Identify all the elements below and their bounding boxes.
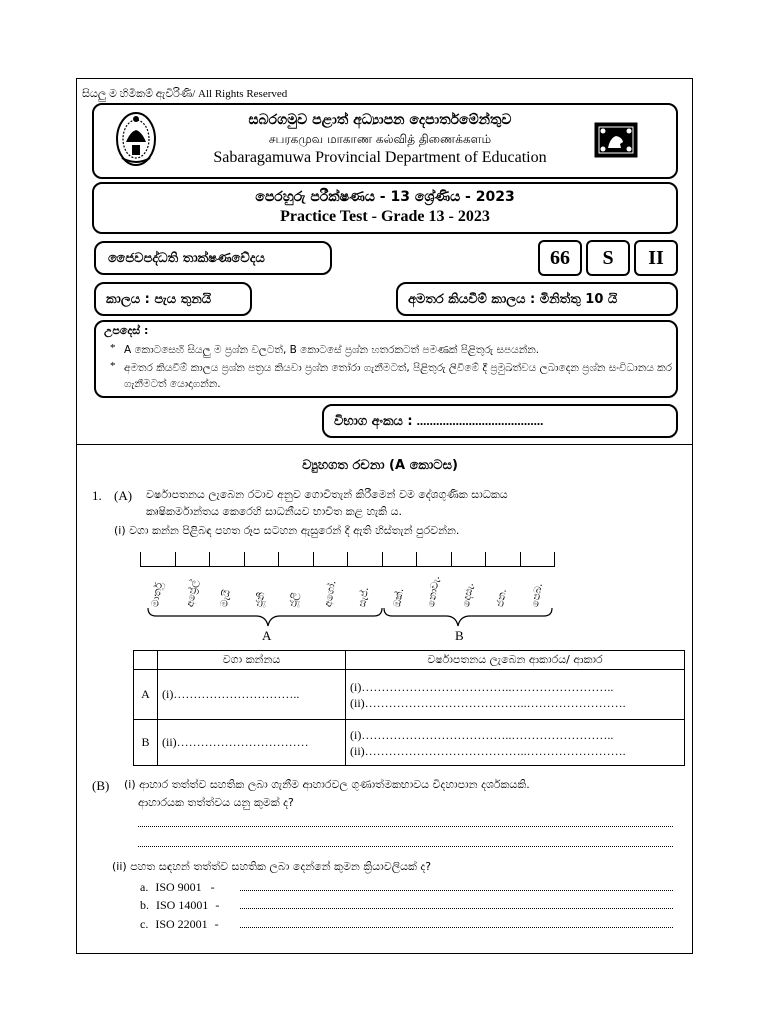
subject-name: ජෛවපද්ධති තාක්ෂණවේදය — [108, 250, 265, 266]
iso-a-dash: - — [210, 880, 215, 894]
season-braces — [146, 606, 556, 628]
department-english-title: Sabaragamuwa Provincial Department of Education — [213, 149, 547, 166]
index-number-label: විභාග අංකය : — [334, 413, 413, 429]
row-a-rainfall-field-2[interactable]: (ii)…………………………………..……………………. — [350, 695, 626, 710]
part-b-ii: (ii) පහත සඳහන් තත්ත්ව සහතික ලබා දෙන්නේ කුමන ක්‍රියාවලියක් ද? — [112, 860, 432, 873]
row-a-label: A — [134, 670, 158, 720]
part-a-sub-i: (i) වගා කන්න පිළිබඳ පහත රූප සටහන ඇසුරෙන් දී ඇති හිස්තැන් පුරවන්න. — [114, 524, 460, 537]
iso-a-answer-line[interactable] — [240, 890, 673, 891]
table-header-blank — [134, 651, 158, 670]
month-label: සැප්. — [357, 586, 372, 608]
iso-c-dash: - — [214, 917, 219, 931]
part-b-label: (B) — [92, 778, 110, 793]
timeline-tick — [382, 552, 383, 566]
subject-code-number-text: 66 — [550, 246, 570, 269]
month-label: මාර්තු — [150, 581, 166, 608]
row-b-label: B — [134, 720, 158, 766]
timeline-tick — [278, 552, 279, 566]
department-tamil-title: சபரகமுவ மாகாண கல்வித் திணைக்களம் — [268, 132, 492, 146]
iso-item-b — [140, 898, 219, 913]
iso-item-a — [140, 880, 215, 895]
brace-a-icon — [148, 608, 382, 626]
month-label: ඔක්. — [391, 587, 406, 608]
table-header-row — [134, 651, 685, 670]
answer-line-2[interactable] — [138, 846, 673, 847]
iso-c-answer-line[interactable] — [240, 927, 673, 928]
iso-b-code: ISO 14001 — [156, 898, 209, 912]
part-a-text-line1: වර්ෂාපතනය ලැබෙන රටාව අනුව ගොවිතැන් කිරීමෙන් වම දේශගුණික සාධකය — [146, 488, 508, 501]
section-title: ව්‍යුහගත රචනා (A කොටස) — [302, 458, 458, 473]
row-a-rainfall-field-1[interactable]: (i)………………………………..…………………….. — [350, 679, 614, 694]
timeline-tick — [140, 552, 141, 566]
duration-box — [94, 282, 252, 316]
timeline-tick — [554, 552, 555, 566]
month-label: මැයි — [219, 589, 233, 608]
part-b-i-line1: (i) ආහාර තත්ත්ව සහතික ලබා ගැනීම ආහාරවල ගුණාත්මකභාවය විදහාපාන දර්ශකයකි. — [124, 778, 530, 791]
iso-c-label: c. — [140, 917, 149, 931]
month-label: අප්‍රේල් — [184, 579, 201, 608]
month-label: ජන. — [495, 588, 509, 608]
section-divider — [76, 444, 693, 445]
timeline-tick — [175, 552, 176, 566]
exam-sinhala-name: පෙරහුරු පරීක්ෂණය - 13 ශ්‍රේණිය - 2023 — [255, 189, 515, 205]
table-header-rainfall: වර්ෂාපතනය ලැබෙන ආකාරය/ ආකාර — [346, 651, 685, 670]
row-a-rainfall-cell — [346, 670, 685, 720]
index-number-box[interactable] — [322, 404, 678, 438]
paper-number — [634, 240, 678, 276]
question-number: 1. — [92, 488, 102, 503]
paper-number-text: II — [648, 246, 664, 269]
timeline-axis — [140, 566, 555, 567]
timeline-tick — [451, 552, 452, 566]
instructions-heading: උපදෙස් : — [104, 324, 149, 337]
timeline-tick — [313, 552, 314, 566]
row-b-rainfall-field-2[interactable]: (ii)…………………………………..……………………. — [350, 743, 626, 758]
exam-english-name: Practice Test - Grade 13 - 2023 — [280, 208, 490, 225]
brace-b-icon — [384, 608, 552, 626]
timeline-tick — [416, 552, 417, 566]
brace-b-label: B — [455, 628, 464, 643]
row-b-rainfall-cell — [346, 720, 685, 766]
instruction-bullet-1: * — [110, 342, 116, 354]
timeline-tick — [520, 552, 521, 566]
subject-box — [94, 241, 332, 275]
iso-a-code: ISO 9001 — [155, 880, 202, 894]
table-header-season: වගා කන්නය — [158, 651, 346, 670]
reading-time-box — [396, 282, 678, 316]
timeline-tick — [347, 552, 348, 566]
brace-a-label: A — [262, 628, 272, 643]
iso-a-label: a. — [140, 880, 149, 894]
instruction-item-1: A කොටසෙහි සියලු ම ප්‍රශ්න වලටත්, B කොටසේ ප්‍රශ්න හතරකටත් පමණක් පිළිතුරු සපයන්න. — [124, 344, 540, 356]
copyright-notice: සියලු ම හිමිකම් ඇවිරිණි/ All Rights Reserved — [82, 88, 288, 100]
month-label: අගෝ. — [322, 579, 338, 608]
index-number-dots: ....................................... — [416, 413, 544, 428]
timeline-tick — [244, 552, 245, 566]
month-label: දෙසැ. — [460, 581, 476, 608]
season-table — [133, 650, 685, 766]
row-a-season-field[interactable]: (i)………………………….. — [158, 670, 346, 720]
month-label: ජූනි — [253, 591, 267, 608]
reading-time-text: අමතර කියවීම් කාලය : මිනිත්තු 10 යි — [408, 291, 618, 307]
instruction-item-2: අමතර කියවීම් කාලය ප්‍රශ්න පත්‍රය කියවා ප්‍රශ්න තෝරා ගැනීමටත්, පිළිතුරු ලිවීමේ දී ප්‍රමුඛත්වය ලබාදෙන ප්‍රශ්න සංවිධානය කර ගැනීමටත් යොදාගන්න. — [124, 362, 672, 390]
part-a-text-line2: කෘෂිකර්මාන්තය කෙරෙහි සාධනීයව භාවිත කළ හැකි ය. — [146, 505, 403, 518]
iso-b-dash: - — [215, 898, 220, 912]
timeline-tick — [485, 552, 486, 566]
subject-code-letter — [586, 240, 630, 276]
answer-line-1[interactable] — [138, 826, 673, 827]
provincial-flag-icon — [594, 122, 638, 158]
month-label: ජූලි — [288, 591, 302, 608]
subject-code-number — [538, 240, 582, 276]
sri-lanka-emblem-icon — [114, 110, 158, 168]
iso-b-label: b. — [140, 898, 149, 912]
iso-b-answer-line[interactable] — [240, 908, 673, 909]
part-a-label: (A) — [114, 488, 133, 503]
part-b-i-line2: ආහාරයක තත්ත්වය යනු කුමක් ද? — [138, 796, 294, 809]
iso-item-c — [140, 917, 219, 932]
row-b-rainfall-field-1[interactable]: (i)………………………………..…………………….. — [350, 727, 614, 742]
subject-code-letter-text: S — [602, 246, 614, 269]
table-row — [134, 670, 685, 720]
instruction-bullet-2: * — [110, 360, 116, 372]
table-row — [134, 720, 685, 766]
month-label: නොවැ. — [426, 575, 443, 608]
row-b-season-field[interactable]: (ii)…………………………… — [158, 720, 346, 766]
duration-text: කාලය : පැය තුනයි — [106, 291, 212, 307]
department-sinhala-title: සබරගමුව පළාත් අධ්‍යාපන දෙපාර්තමේන්තුව — [248, 112, 512, 128]
timeline-tick — [209, 552, 210, 566]
iso-c-code: ISO 22001 — [155, 917, 208, 931]
month-label: පෙබ. — [529, 582, 545, 608]
